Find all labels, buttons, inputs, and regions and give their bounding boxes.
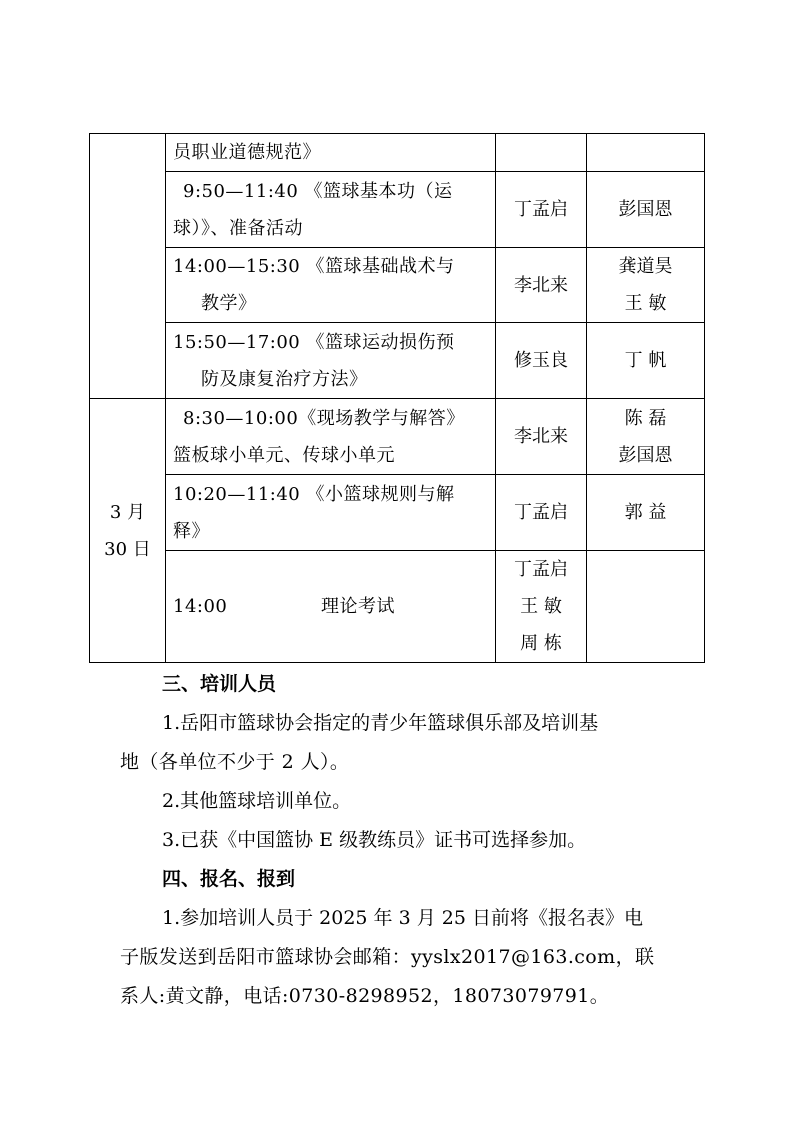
lecturer-cell: [496, 134, 587, 172]
lecturer-cell: 李北来: [496, 248, 587, 323]
training-schedule-table: [89, 133, 705, 663]
session-title: 理论考试: [321, 596, 395, 617]
session-text: 防及康复治疗方法》: [201, 368, 368, 390]
date-cell-day2: [90, 399, 166, 663]
lecturer-name: 王 敏: [520, 596, 562, 617]
assistant-cell: [587, 134, 705, 172]
paragraph-line: 1.岳阳市篮球协会指定的青少年篮球俱乐部及培训基: [162, 712, 599, 734]
session-text: 员职业道德规范》: [173, 142, 321, 163]
table-row: [90, 248, 705, 323]
assistant-name: 陈 磊: [624, 407, 667, 429]
assistant-cell: [587, 551, 705, 663]
session-cell: [166, 399, 496, 475]
paragraph-line: 系人:黄文静，电话:0730-8298952，18073079791。: [120, 985, 610, 1007]
paragraph-line: 1.参加培训人员于 2025 年 3 月 25 日前将《报名表》电: [162, 907, 643, 929]
session-text: 8:30—10:00《现场教学与解答》: [183, 407, 465, 429]
session-text: 球）》、准备活动: [173, 217, 303, 239]
lecturer-name: 周 栋: [520, 633, 562, 654]
date-text: 30 日: [104, 538, 151, 560]
session-cell: [166, 172, 496, 248]
table-row: [90, 134, 705, 172]
session-cell: [166, 551, 496, 663]
lecturer-cell: [496, 551, 587, 663]
session-text: 9:50—11:40 《篮球基本功（运: [183, 180, 453, 202]
exam-line: [173, 588, 489, 625]
section-heading: 三、培训人员: [162, 673, 277, 695]
session-text: 释》: [173, 520, 210, 542]
session-time: 14:00: [173, 596, 228, 617]
paragraph-line: 地（各单位不少于 2 人）。: [120, 751, 350, 773]
assistant-cell: 彭国恩: [587, 172, 705, 248]
assistant-cell: 丁 帆: [587, 323, 705, 399]
table-row: [90, 475, 705, 551]
assistant-cell: 郭 益: [587, 475, 705, 551]
lecturer-name: 丁孟启: [514, 559, 568, 580]
lecturer-cell: 李北来: [496, 399, 587, 475]
date-text: 3 月: [109, 501, 146, 523]
table-row: [90, 551, 705, 663]
session-text: 15:50—17:00 《篮球运动损伤预: [173, 331, 455, 353]
lecturer-cell: 修玉良: [496, 323, 587, 399]
assistant-name: 王 敏: [624, 293, 667, 314]
date-cell-day1: [90, 134, 166, 399]
table-row: [90, 172, 705, 248]
session-cell: [166, 323, 496, 399]
paragraph-line: 2.其他篮球培训单位。: [162, 790, 352, 812]
session-text: 10:20—11:40 《小篮球规则与解: [173, 483, 455, 505]
lecturer-cell: 丁孟启: [496, 172, 587, 248]
assistant-cell: [587, 399, 705, 475]
paragraph-line: 子版发送到岳阳市篮球协会邮箱：yyslx2017@163.com，联: [120, 946, 655, 968]
assistant-name: 彭国恩: [618, 444, 673, 466]
session-text: 篮板球小单元、传球小单元: [173, 444, 395, 466]
section-heading: 四、报名、报到: [162, 868, 296, 890]
lecturer-cell: 丁孟启: [496, 475, 587, 551]
assistant-cell: [587, 248, 705, 323]
session-cell: [166, 134, 496, 172]
table-row: [90, 323, 705, 399]
session-text: 14:00—15:30 《篮球基础战术与: [173, 256, 455, 277]
table-row: [90, 399, 705, 475]
paragraph-line: 3.已获《中国篮协 E 级教练员》证书可选择参加。: [162, 829, 587, 851]
body-text: [120, 665, 680, 1016]
session-text: 教学》: [201, 293, 257, 314]
assistant-name: 龚道昊: [618, 256, 673, 277]
session-cell: [166, 475, 496, 551]
session-cell: [166, 248, 496, 323]
